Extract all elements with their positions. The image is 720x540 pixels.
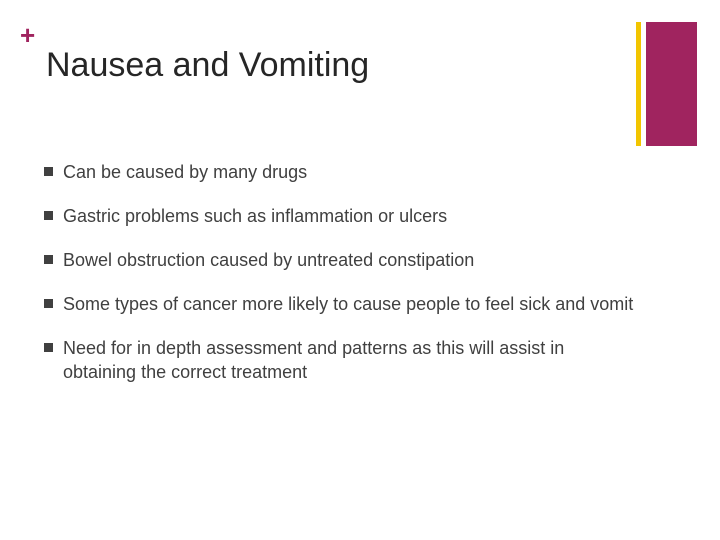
magenta-accent-block [646, 22, 697, 146]
square-bullet-icon [44, 211, 53, 220]
square-bullet-icon [44, 255, 53, 264]
list-item [44, 160, 634, 184]
list-item [44, 204, 634, 228]
bullet-list [44, 160, 634, 404]
bullet-text: Some types of cancer more likely to cause people to feel sick and vomit [63, 294, 634, 314]
bullet-text: Can be caused by many drugs [63, 162, 308, 182]
bullet-text: Need for in depth assessment and patterns as this will assist in obtaining the correct treatment [63, 338, 565, 382]
bullet-text: Gastric problems such as inflammation or ulcers [63, 206, 448, 226]
square-bullet-icon [44, 167, 53, 176]
list-item [44, 336, 634, 384]
square-bullet-icon [44, 299, 53, 308]
yellow-accent-bar [636, 22, 641, 146]
list-item [44, 292, 634, 316]
bullet-text: Bowel obstruction caused by untreated constipation [63, 250, 475, 270]
plus-icon: + [20, 20, 36, 50]
square-bullet-icon [44, 343, 53, 352]
list-item [44, 248, 634, 272]
slide-title: Nausea and Vomiting [46, 46, 370, 84]
